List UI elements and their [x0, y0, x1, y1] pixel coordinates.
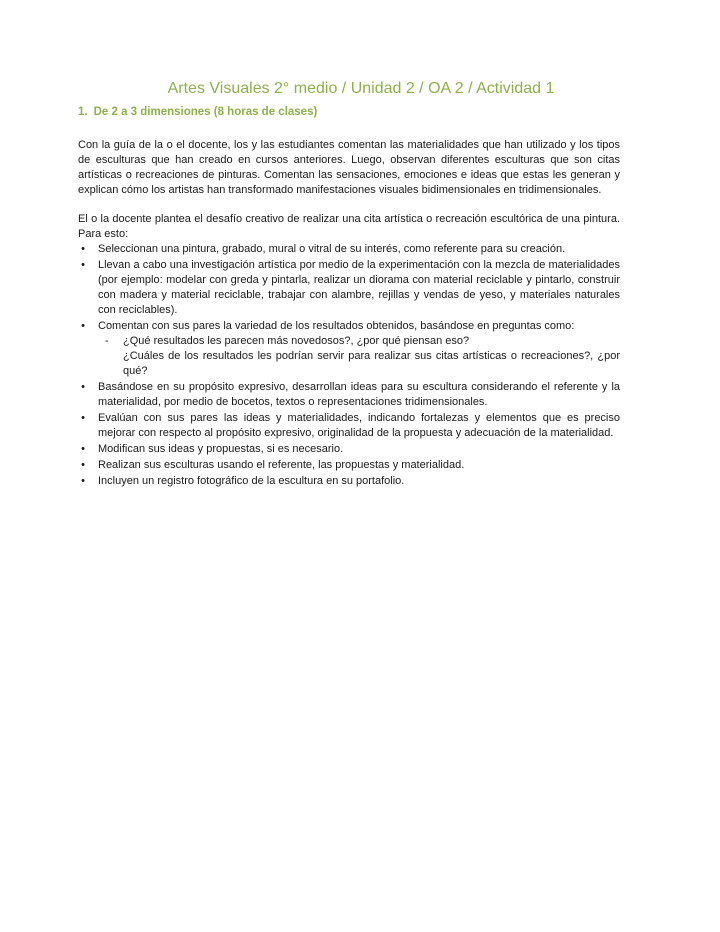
bullet-icon: •: [81, 320, 85, 332]
bullet-icon: •: [81, 443, 85, 455]
sub-list-item-text: ¿Cuáles de los resultados les podrían servir para realizar sus citas artísticas o recreaciones?, ¿por qué?: [123, 350, 620, 377]
sub-list-item: [78, 334, 620, 349]
list-item-text: Evalúan con sus pares las ideas y materialidades, indicando fortalezas y elementos que es preciso mejorar con respecto al propósito expresivo, originalidad de la propuesta y adecuación de la materialidad.: [98, 412, 620, 439]
list-item: [78, 258, 620, 318]
bullet-icon: •: [81, 243, 85, 255]
list-item: [78, 411, 620, 441]
list-item-text: Realizan sus esculturas usando el referente, las propuestas y materialidad.: [98, 459, 465, 471]
list-item: [78, 242, 620, 257]
dash-icon: -: [105, 335, 109, 347]
list-item-text: Modifican sus ideas y propuestas, si es necesario.: [98, 443, 344, 455]
document-title: Artes Visuales 2° medio / Unidad 2 / OA 2 / Actividad 1: [167, 80, 555, 97]
challenge-paragraph: El o la docente plantea el desafío creativo de realizar una cita artística o recreación escultórica de una pintura. Para esto:: [78, 213, 620, 240]
list-item: [78, 442, 620, 457]
list-item-text: Comentan con sus pares la variedad de los resultados obtenidos, basándose en preguntas como:: [98, 320, 575, 332]
list-item-text: Llevan a cabo una investigación artística por medio de la experimentación con la mezcla de materialidades (por ejemplo: modelar con greda y pintarla, realizar un diorama con material reciclable y pintarlo, construir con madera y material reciclable, trabajar con alambre, rejillas y vendas de yeso, y materiales naturales con reciclables).: [98, 259, 620, 316]
activity-list: [78, 242, 620, 489]
intro-paragraph: Con la guía de la o el docente, los y las estudiantes comentan las materialidades que han utilizado y los tipos de esculturas que han creado en cursos anteriores. Luego, observan diferentes esculturas que son citas artísticas o recreaciones de pinturas. Comentan las sensaciones, emociones e ideas que estas les generan y explican cómo los artistas han transformado manifestaciones visuales bidimensionales en tridimensionales.: [78, 139, 620, 196]
list-item: [78, 474, 620, 489]
bullet-icon: •: [81, 412, 85, 424]
list-item-text: Seleccionan una pintura, grabado, mural o vitral de su interés, como referente para su creación.: [98, 243, 566, 255]
bullet-icon: •: [81, 259, 85, 271]
bullet-icon: •: [81, 475, 85, 487]
list-item-text: Incluyen un registro fotográfico de la escultura en su portafolio.: [98, 475, 405, 487]
list-item: [78, 319, 620, 379]
sub-question-list: [98, 334, 620, 379]
section-heading: [78, 104, 620, 120]
section-number: 1.: [78, 106, 88, 118]
bullet-icon: •: [81, 459, 85, 471]
sub-list-item: [78, 349, 620, 379]
sub-list-item-text: ¿Qué resultados les parecen más novedosos?, ¿por qué piensan eso?: [123, 335, 470, 347]
bullet-icon: •: [81, 381, 85, 393]
section-heading-text: De 2 a 3 dimensiones (8 horas de clases): [93, 106, 318, 118]
list-item-text: Basándose en su propósito expresivo, desarrollan ideas para su escultura considerando el referente y la materialidad, por medio de bocetos, textos o representaciones tridimensionales.: [98, 381, 620, 408]
list-item: [78, 380, 620, 410]
list-item: [78, 458, 620, 473]
